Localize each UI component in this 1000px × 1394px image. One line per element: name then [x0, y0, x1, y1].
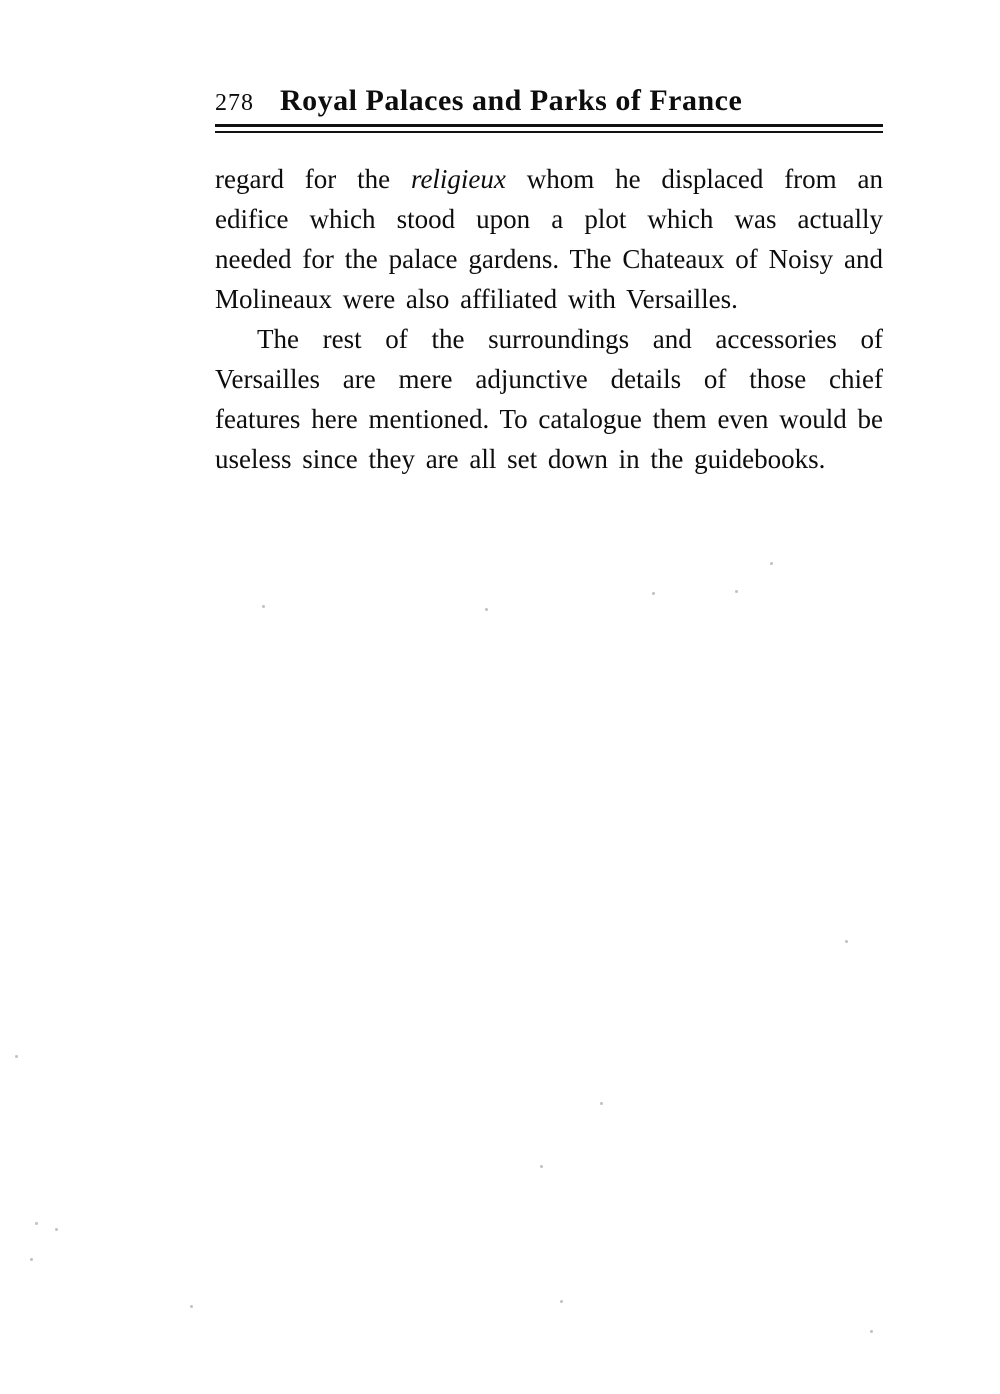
scan-speckle: [485, 608, 488, 611]
page-header: [215, 84, 883, 118]
book-page: [215, 84, 883, 479]
paragraph-1-pre: regard for the: [215, 164, 411, 194]
body-text-block: [215, 159, 883, 479]
scan-speckle: [735, 590, 738, 593]
scan-speckle: [190, 1305, 193, 1308]
scan-speckle: [15, 1055, 18, 1058]
scan-speckle: [870, 1330, 873, 1333]
header-double-rule: [215, 124, 883, 133]
scan-speckle: [600, 1102, 603, 1105]
paragraph-2-text: The rest of the surroundings and accessories of Versailles are mere adjunctive details of those chief features here mentioned. To catalogue them even would be useless since they are all set down in the guidebooks.: [215, 324, 883, 474]
running-head-title: Royal Palaces and Parks of France: [280, 84, 743, 117]
paragraph-1-italic-word: religieux: [410, 164, 506, 194]
scan-speckle: [845, 940, 848, 943]
scan-speckle: [560, 1300, 563, 1303]
scan-speckle: [652, 592, 655, 595]
scan-speckle: [30, 1258, 33, 1261]
scan-speckle: [262, 605, 265, 608]
paragraph-2: [215, 319, 883, 479]
page-number: 278: [215, 90, 254, 116]
scan-speckle: [770, 562, 773, 565]
paragraph-1: [215, 159, 883, 319]
scan-speckle: [35, 1222, 38, 1225]
scan-speckle: [540, 1165, 543, 1168]
scan-speckle: [55, 1228, 58, 1231]
paragraph-1-post: whom he displaced from an edifice which stood upon a plot which was actually needed for the palace gardens. The Chateaux of Noisy and Molineaux were also affiliated with Versailles.: [215, 164, 883, 314]
